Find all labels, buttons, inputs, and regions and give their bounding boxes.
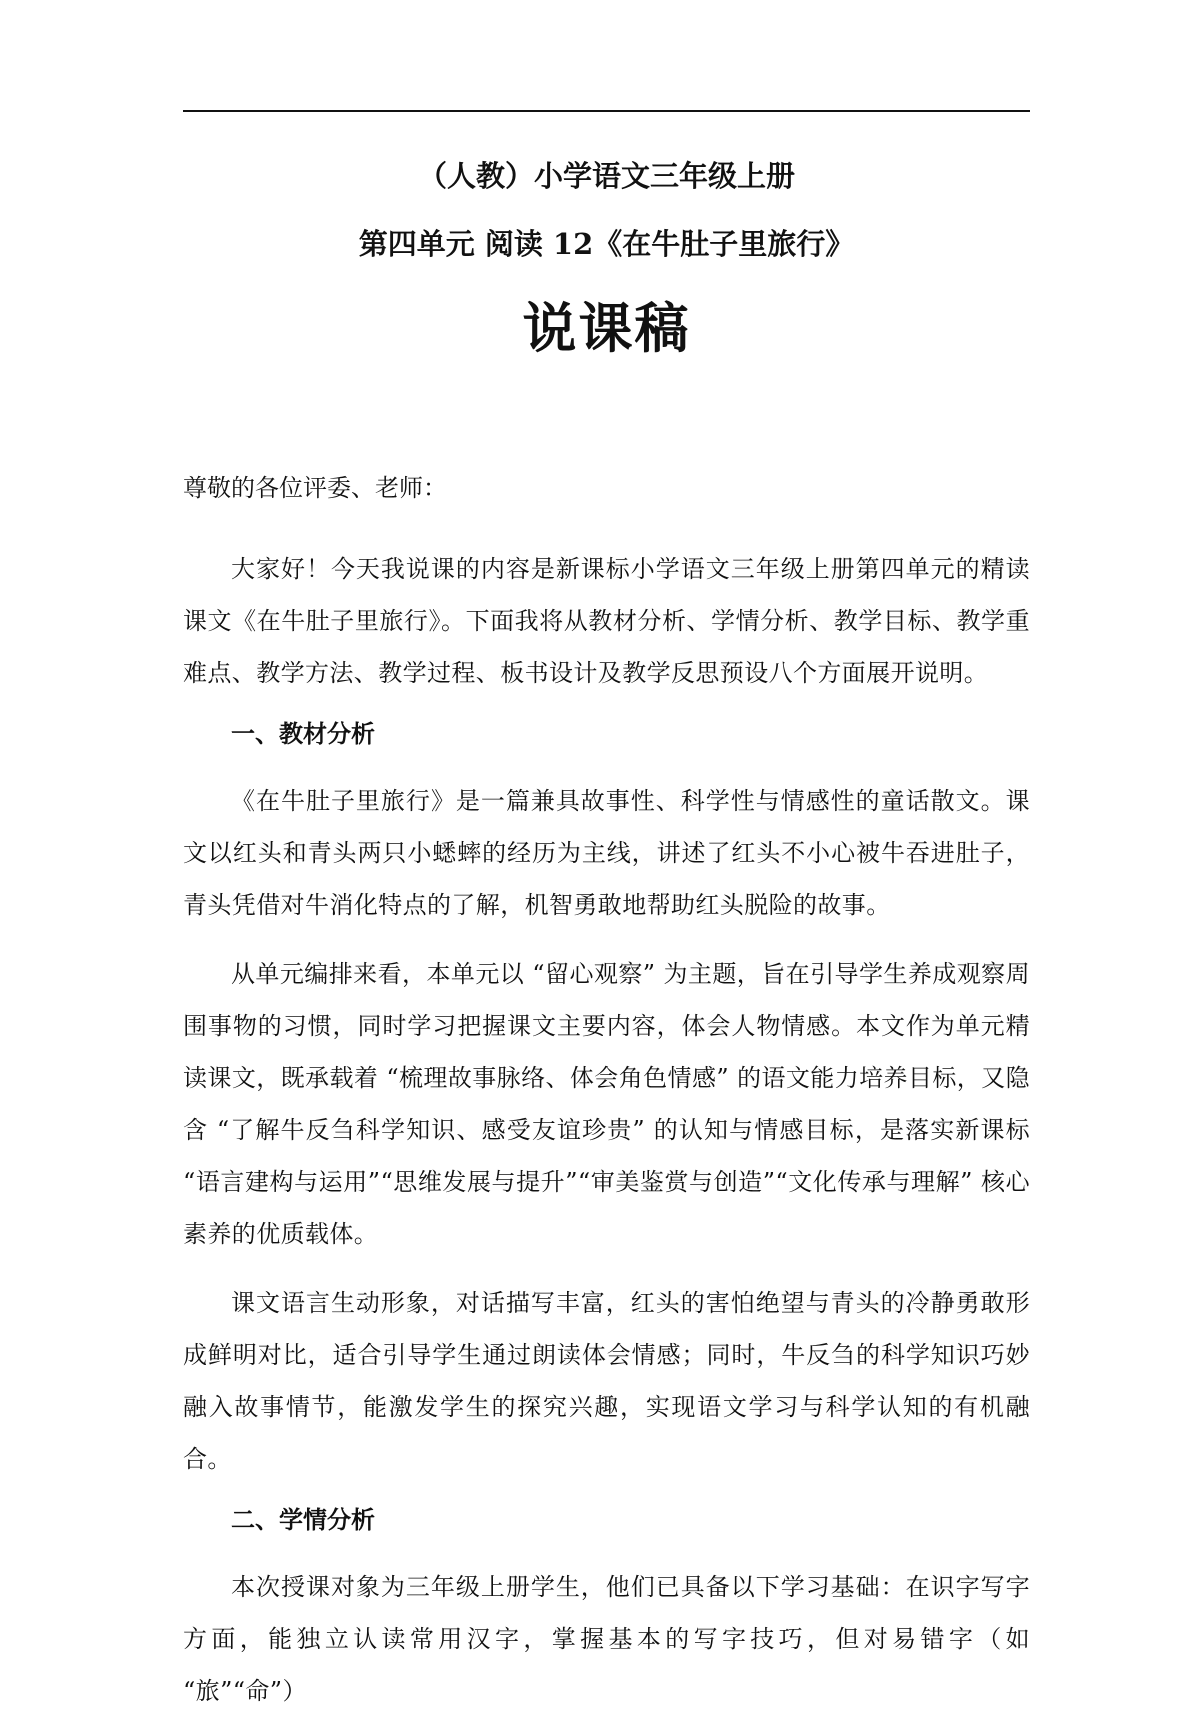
document-body (183, 470, 1030, 1734)
page-title: 说课稿 (522, 296, 691, 360)
salutation: 尊敬的各位评委、老师： (183, 474, 447, 502)
paragraph: 《在牛肚子里旅行》是一篇兼具故事性、科学性与情感性的童话散文。课文以红头和青头两只小蟋蟀的经历为主线，讲述了红头不小心被牛吞进肚子，青头凭借对牛消化特点的了解，机智勇敢地帮助红头脱险的故事。 (183, 787, 1030, 919)
section-heading-student-analysis: 二、学情分析 (231, 1505, 375, 1534)
lesson-title: 第四单元 阅读 12《在牛肚子里旅行》 (358, 227, 855, 261)
intro-paragraph: 大家好！今天我说课的内容是新课标小学语文三年级上册第四单元的精读课文《在牛肚子里旅行》。下面我将从教材分析、学情分析、教学目标、教学重难点、教学方法、教学过程、板书设计及教学反思预设八个方面展开说明。 (183, 555, 1030, 687)
section-heading-textbook-analysis: 一、教材分析 (231, 719, 375, 748)
paragraph: 本次授课对象为三年级上册学生，他们已具备以下学习基础：在识字写字方面，能独立认读常用汉字，掌握基本的写字技巧，但对易错字（如 “旅”“命”） (183, 1573, 1030, 1705)
header-rule (183, 110, 1030, 112)
paragraph: 从单元编排来看，本单元以 “留心观察” 为主题，旨在引导学生养成观察周围事物的习惯，同时学习把握课文主要内容，体会人物情感。本文作为单元精读课文，既承载着 “梳理故事脉络、体会角色情感” 的语文能力培养目标，又隐含 “了解牛反刍科学知识、感受友谊珍贵” 的认知与情感目标，是落实新课标 “语言建构与运用”“思维发展与提升”“审美鉴赏与创造”“文化传承与理解” 核心素养的优质载体。 (183, 960, 1030, 1248)
textbook-title: （人教）小学语文三年级上册 (417, 159, 795, 193)
paragraph: 课文语言生动形象，对话描写丰富，红头的害怕绝望与青头的冷静勇敢形成鲜明对比，适合引导学生通过朗读体会情感；同时，牛反刍的科学知识巧妙融入故事情节，能激发学生的探究兴趣，实现语文学习与科学认知的有机融合。 (183, 1289, 1030, 1473)
